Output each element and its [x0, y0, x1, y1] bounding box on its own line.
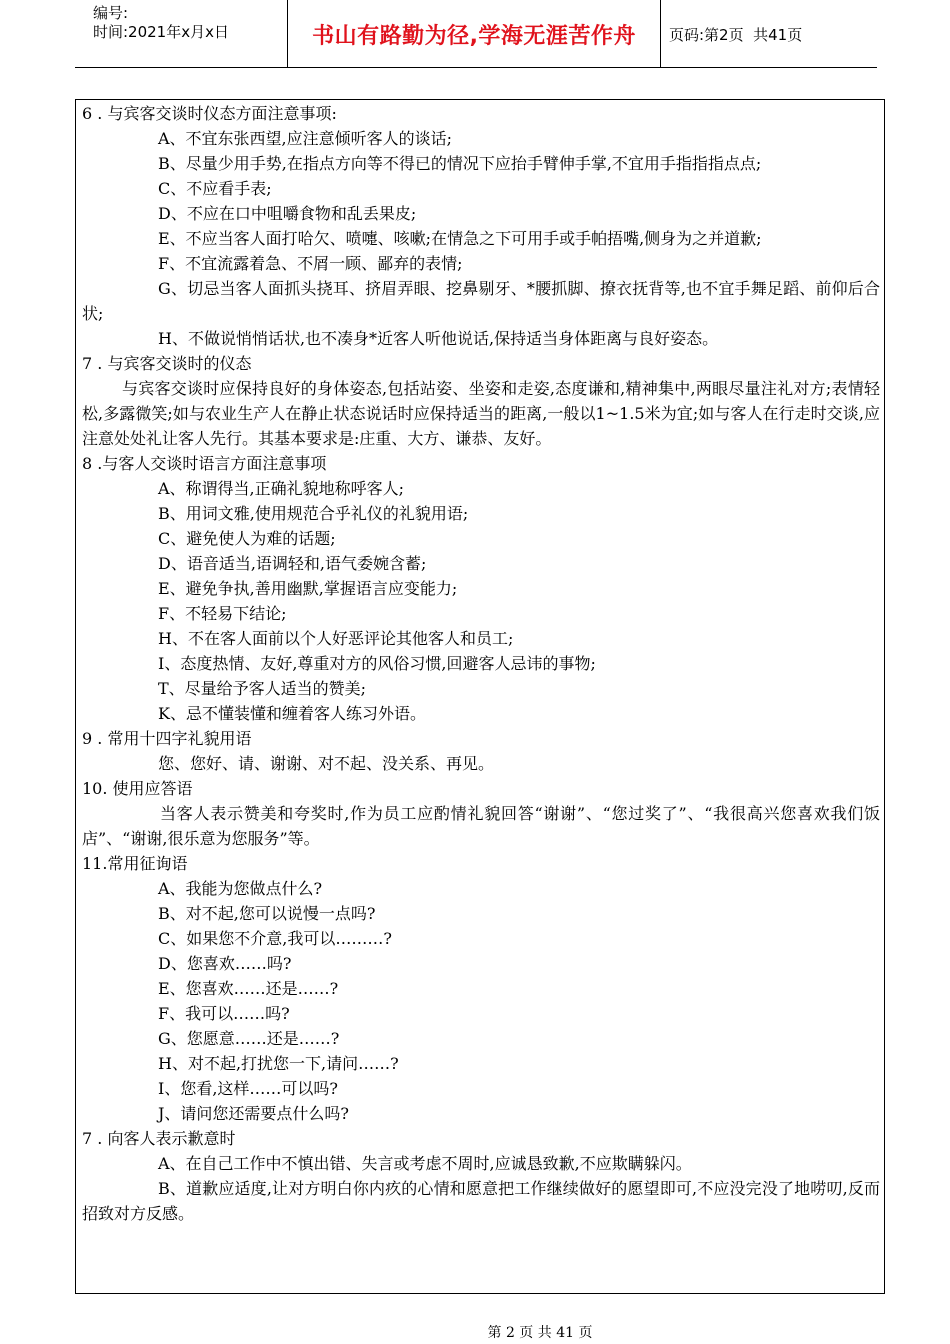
paragraph-line: F、不宜流露着急、不屑一顾、鄙弃的表情;: [158, 254, 463, 273]
header-meta: [75, 0, 287, 68]
section-heading: 10. 使用应答语: [82, 779, 193, 798]
paragraph-line: D、语音适当,语调轻和,语气委婉含蓄;: [158, 554, 427, 573]
paragraph-line: 您、您好、请、谢谢、对不起、没关系、再见。: [158, 754, 495, 773]
section-heading: 8 .与客人交谈时语言方面注意事项: [82, 454, 327, 473]
paragraph-line: C、避免使人为难的话题;: [158, 529, 336, 548]
paragraph-line: I、态度热情、友好,尊重对方的风俗习惯,回避客人忌讳的事物;: [158, 654, 596, 673]
paragraph-line: B、对不起,您可以说慢一点吗?: [158, 904, 376, 923]
section-heading: 9 . 常用十四字礼貌用语: [82, 729, 252, 748]
header-date: 时间:2021年x月x日: [93, 23, 229, 41]
paragraph-line: A、称谓得当,正确礼貌地称呼客人;: [158, 479, 405, 498]
paragraph-line: H、对不起,打扰您一下,请问……?: [158, 1054, 399, 1073]
paragraph-line: 与宾客交谈时应保持良好的身体姿态,包括站姿、坐姿和走姿,态度谦和,精神集中,两眼尽量注礼对方;表情轻松,多露微笑;如与农业生产人在静止状态说话时应保持适当的距离,一般以1~1.5米为宜;如与客人在行走时交谈,应注意处处礼让客人先行。其基本要求是:庄重、大方、谦恭、友好。: [82, 379, 880, 448]
section-heading: 7 . 与宾客交谈时的仪态: [82, 354, 252, 373]
section-heading: 6 . 与宾客交谈时仪态方面注意事项:: [82, 104, 337, 123]
section-heading: 11.常用征询语: [82, 854, 188, 873]
paragraph-line: E、不应当客人面打哈欠、喷嚏、咳嗽;在情急之下可用手或手帕捂嘴,侧身为之并道歉;: [158, 229, 762, 248]
paragraph-line: B、用词文雅,使用规范合乎礼仪的礼貌用语;: [158, 504, 469, 523]
paragraph-line: D、不应在口中咀嚼食物和乱丢果皮;: [158, 204, 417, 223]
paragraph-line: E、您喜欢……还是……?: [158, 979, 339, 998]
paragraph-line: D、您喜欢……吗?: [158, 954, 292, 973]
paragraph-line: I、您看,这样……可以吗?: [158, 1079, 338, 1098]
header-number-label: 编号:: [93, 4, 129, 22]
paragraph-line: F、不轻易下结论;: [158, 604, 287, 623]
header-page-number: 页码:第2页 共41页: [669, 25, 803, 44]
paragraph-line: J、请问您还需要点什么吗?: [158, 1104, 349, 1123]
paragraph-line: B、尽量少用手势,在指点方向等不得已的情况下应抬手臂伸手掌,不宜用手指指指点点;: [158, 154, 762, 173]
paragraph-line: E、避免争执,善用幽默,掌握语言应变能力;: [158, 579, 458, 598]
document-body: [82, 101, 880, 1226]
header-page-info: [661, 0, 877, 68]
paragraph-line: B、道歉应适度,让对方明白你内疚的心情和愿意把工作继续做好的愿望即可,不应没完没了地唠叨,反而招致对方反感。: [82, 1179, 880, 1223]
paragraph-line: H、不在客人面前以个人好恶评论其他客人和员工;: [158, 629, 514, 648]
paragraph-line: 当客人表示赞美和夸奖时,作为员工应酌情礼貌回答“谢谢”、“您过奖了”、“我很高兴您喜欢我们饭店”、“谢谢,很乐意为您服务”等。: [82, 804, 880, 848]
paragraph-line: G、切忌当客人面抓头挠耳、挤眉弄眼、挖鼻剔牙、*腰抓脚、撩衣抚背等,也不宜手舞足蹈、前仰后合状;: [82, 279, 880, 323]
paragraph-line: A、不宜东张西望,应注意倾听客人的谈话;: [158, 129, 453, 148]
paragraph-line: K、忌不懂装懂和缠着客人练习外语。: [158, 704, 426, 723]
paragraph-line: F、我可以……吗?: [158, 1004, 290, 1023]
paragraph-line: C、如果您不介意,我可以………?: [158, 929, 392, 948]
header-motto: 书山有路勤为径,学海无涯苦作舟: [287, 0, 661, 68]
paragraph-line: C、不应看手表;: [158, 179, 272, 198]
paragraph-line: H、不做说悄悄话状,也不凑身*近客人听他说话,保持适当身体距离与良好姿态。: [158, 329, 719, 348]
section-heading: 7 . 向客人表示歉意时: [82, 1129, 236, 1148]
paragraph-line: A、在自己工作中不慎出错、失言或考虑不周时,应诚恳致歉,不应欺瞒躲闪。: [158, 1154, 692, 1173]
paragraph-line: G、您愿意……还是……?: [158, 1029, 340, 1048]
paragraph-line: T、尽量给予客人适当的赞美;: [158, 679, 367, 698]
page-footer: 第 2 页 共 41 页: [487, 1325, 593, 1341]
paragraph-line: A、我能为您做点什么?: [158, 879, 323, 898]
page-header: [75, 0, 877, 68]
